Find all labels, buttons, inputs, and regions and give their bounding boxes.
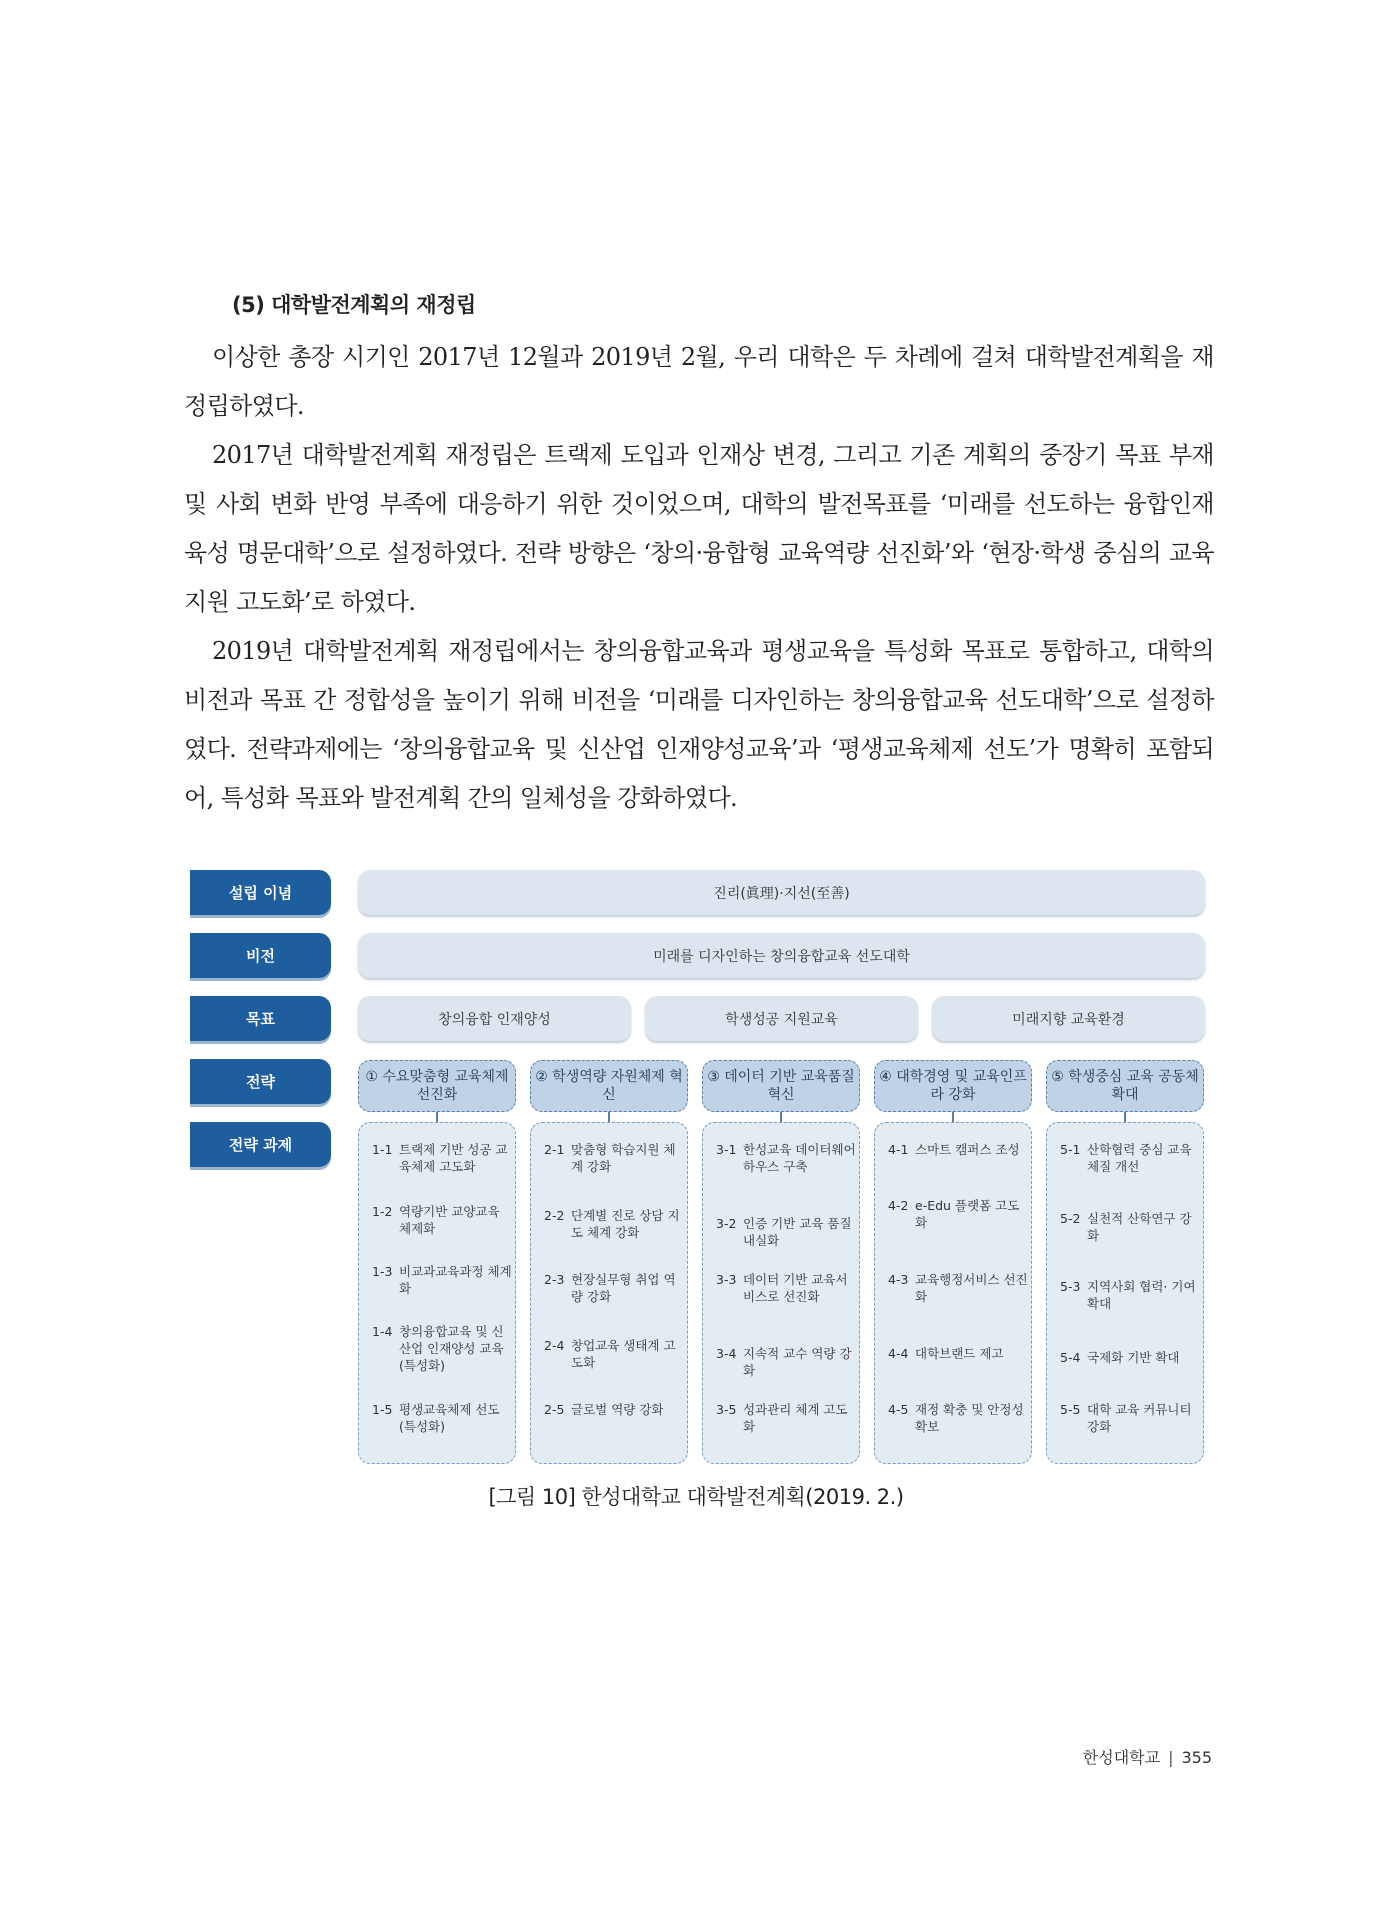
task-number: 3-2 xyxy=(716,1216,737,1231)
task-number: 3-5 xyxy=(716,1402,737,1417)
footer-separator: | xyxy=(1168,1748,1174,1767)
task-item xyxy=(372,1203,512,1237)
connector-line xyxy=(952,1112,954,1122)
task-item xyxy=(888,1141,1028,1158)
task-item xyxy=(372,1263,512,1297)
task-text: 평생교육체제 선도 (특성화) xyxy=(399,1402,500,1434)
paragraph: 2017년 대학발전계획 재정립은 트랙제 도입과 인재상 변경, 그리고 기존 계획의 중장기 목표 부재 및 사회 변화 반영 부족에 대응하기 위한 것이었으며, 대학의 발전목표를 ‘미래를 선도하는 융합인재 육성 명문대학’으로 설정하였다. 전략 방향은 ‘창의·융합형 교육역량 선진화’와 ‘현장·학생 중심의 교육지원 고도화’로 하였다. xyxy=(184,441,1214,616)
task-text: 역량기반 교양교육 체제화 xyxy=(399,1204,500,1236)
strategy-box: ③ 데이터 기반 교육품질 혁신 xyxy=(702,1060,860,1112)
task-item xyxy=(544,1207,684,1241)
row-label-goals: 목표 xyxy=(190,996,331,1041)
task-text: e-Edu 플랫폼 고도화 xyxy=(915,1198,1020,1230)
task-number: 2-4 xyxy=(544,1338,565,1353)
task-text: 데이터 기반 교육서비스로 선진화 xyxy=(743,1272,848,1304)
task-number: 1-1 xyxy=(372,1142,393,1157)
vision-pill: 미래를 디자인하는 창의융합교육 선도대학 xyxy=(358,933,1205,978)
section-heading: (5) 대학발전계획의 재정립 xyxy=(232,293,476,317)
paragraph: 이상한 총장 시기인 2017년 12월과 2019년 2월, 우리 대학은 두 차례에 걸쳐 대학발전계획을 재정립하였다. xyxy=(184,343,1214,420)
task-text: 단계별 진로 상담 지도 체계 강화 xyxy=(571,1208,680,1240)
goal-pill: 학생성공 지원교육 xyxy=(645,996,918,1041)
task-number: 3-3 xyxy=(716,1272,737,1287)
connector-line xyxy=(608,1112,610,1122)
task-number: 2-3 xyxy=(544,1272,565,1287)
task-text: 성과관리 체계 고도화 xyxy=(743,1402,848,1434)
task-number: 4-1 xyxy=(888,1142,909,1157)
task-text: 창의융합교육 및 신산업 인재양성 교육(특성화) xyxy=(399,1324,504,1373)
task-text: 인증 기반 교육 품질 내실화 xyxy=(743,1216,852,1248)
task-number: 4-5 xyxy=(888,1402,909,1417)
task-item xyxy=(372,1401,512,1435)
row-label-founding: 설립 이념 xyxy=(190,870,331,915)
task-text: 창업교육 생태계 고도화 xyxy=(571,1338,676,1370)
task-item xyxy=(1060,1349,1200,1366)
task-number: 5-5 xyxy=(1060,1402,1081,1417)
task-text: 비교과교육과정 체계화 xyxy=(399,1264,512,1296)
task-column xyxy=(530,1122,688,1464)
task-column xyxy=(358,1122,516,1464)
task-text: 맞춤형 학습지원 체계 강화 xyxy=(571,1142,676,1174)
task-number: 3-1 xyxy=(716,1142,737,1157)
task-number: 4-2 xyxy=(888,1198,909,1213)
task-number: 5-1 xyxy=(1060,1142,1081,1157)
body-text xyxy=(184,333,1214,823)
task-number: 2-1 xyxy=(544,1142,565,1157)
row-label-vision: 비전 xyxy=(190,933,331,978)
task-item xyxy=(716,1271,856,1305)
task-text: 국제화 기반 확대 xyxy=(1087,1350,1180,1365)
task-text: 스마트 캠퍼스 조성 xyxy=(915,1142,1020,1157)
task-item xyxy=(544,1337,684,1371)
strategy-box: ① 수요맞춤형 교육체제 선진화 xyxy=(358,1060,516,1112)
task-item xyxy=(1060,1210,1200,1244)
row-label-strategy: 전략 xyxy=(190,1059,331,1104)
task-item xyxy=(716,1215,856,1249)
task-item xyxy=(888,1401,1028,1435)
task-number: 5-4 xyxy=(1060,1350,1081,1365)
task-item xyxy=(1060,1141,1200,1175)
task-item xyxy=(372,1141,512,1175)
task-item xyxy=(888,1197,1028,1231)
connector-line xyxy=(436,1112,438,1122)
task-number: 5-3 xyxy=(1060,1279,1081,1294)
task-number: 3-4 xyxy=(716,1346,737,1361)
task-text: 한성교육 데이터웨어하우스 구축 xyxy=(743,1142,856,1174)
task-number: 1-3 xyxy=(372,1264,393,1279)
task-text: 실천적 산학연구 강화 xyxy=(1087,1211,1192,1243)
goal-pill: 미래지향 교육환경 xyxy=(932,996,1205,1041)
strategy-box: ④ 대학경영 및 교육인프라 강화 xyxy=(874,1060,1032,1112)
task-column xyxy=(874,1122,1032,1464)
task-item xyxy=(716,1345,856,1379)
figure-caption: [그림 10] 한성대학교 대학발전계획(2019. 2.) xyxy=(488,1485,904,1509)
page-footer xyxy=(1083,1745,1212,1768)
strategy-box: ⑤ 학생중심 교육 공동체 확대 xyxy=(1046,1060,1204,1112)
task-item xyxy=(544,1141,684,1175)
task-number: 1-5 xyxy=(372,1402,393,1417)
task-item xyxy=(888,1345,1028,1362)
task-number: 2-5 xyxy=(544,1402,565,1417)
task-item xyxy=(716,1141,856,1175)
task-text: 지역사회 협력· 기여 확대 xyxy=(1087,1279,1196,1311)
task-number: 1-2 xyxy=(372,1204,393,1219)
task-number: 4-4 xyxy=(888,1346,909,1361)
task-item xyxy=(1060,1278,1200,1312)
connector-line xyxy=(1124,1112,1126,1122)
connector-line xyxy=(780,1112,782,1122)
task-item xyxy=(716,1401,856,1435)
task-text: 산학협력 중심 교육 체질 개선 xyxy=(1087,1142,1192,1174)
row-label-tasks: 전략 과제 xyxy=(190,1122,331,1167)
task-number: 1-4 xyxy=(372,1324,393,1339)
footer-university: 한성대학교 xyxy=(1082,1748,1161,1767)
task-number: 4-3 xyxy=(888,1272,909,1287)
task-item xyxy=(544,1271,684,1305)
task-number: 5-2 xyxy=(1060,1211,1081,1226)
task-text: 글로벌 역량 강화 xyxy=(571,1402,664,1417)
paragraph: 2019년 대학발전계획 재정립에서는 창의융합교육과 평생교육을 특성화 목표로 통합하고, 대학의 비전과 목표 간 정합성을 높이기 위해 비전을 ‘미래를 디자인하는 창의융합교육 선도대학’으로 설정하였다. 전략과제에는 ‘창의융합교육 및 신산업 인재양성교육’과 ‘평생교육체제 선도’가 명확히 포함되어, 특성화 목표와 발전계획 간의 일체성을 강화하였다. xyxy=(184,637,1214,812)
task-number: 2-2 xyxy=(544,1208,565,1223)
task-text: 지속적 교수 역량 강화 xyxy=(743,1346,852,1378)
task-item xyxy=(888,1271,1028,1305)
task-text: 대학 교육 커뮤니티 강화 xyxy=(1087,1402,1192,1434)
task-text: 대학브랜드 제고 xyxy=(915,1346,1004,1361)
task-text: 트랙제 기반 성공 교육체제 고도화 xyxy=(399,1142,508,1174)
goal-pill: 창의융합 인재양성 xyxy=(358,996,631,1041)
development-plan-figure xyxy=(190,864,1206,1468)
task-text: 현장실무형 취업 역량 강화 xyxy=(571,1272,676,1304)
founding-philosophy-pill: 진리(眞理)·지선(至善) xyxy=(358,870,1205,915)
task-column xyxy=(1046,1122,1204,1464)
task-column xyxy=(702,1122,860,1464)
task-text: 재정 확충 및 안정성 확보 xyxy=(915,1402,1024,1434)
task-text: 교육행정서비스 선진화 xyxy=(915,1272,1028,1304)
task-item xyxy=(372,1323,512,1374)
task-item xyxy=(544,1401,684,1418)
page-number: 355 xyxy=(1181,1748,1212,1767)
task-item xyxy=(1060,1401,1200,1435)
strategy-box: ② 학생역량 자원체제 혁신 xyxy=(530,1060,688,1112)
